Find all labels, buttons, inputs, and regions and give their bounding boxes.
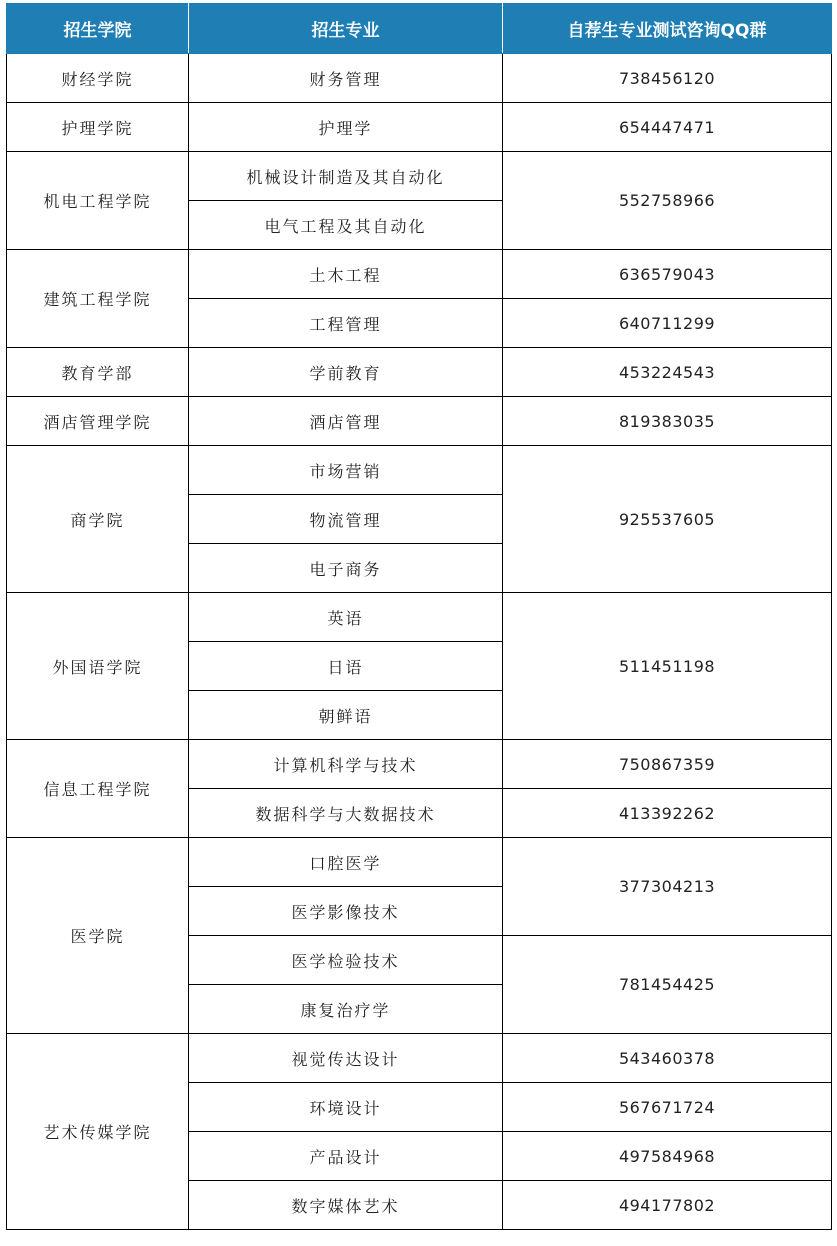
table-row	[7, 593, 832, 642]
qq-cell: 738456120	[503, 54, 832, 103]
college-cell: 护理学院	[7, 103, 189, 152]
college-cell: 艺术传媒学院	[7, 1034, 189, 1230]
major-cell: 酒店管理	[189, 397, 503, 446]
qq-cell: 511451198	[503, 593, 832, 740]
major-cell: 朝鲜语	[189, 691, 503, 740]
table-row	[7, 1034, 832, 1083]
major-cell: 护理学	[189, 103, 503, 152]
qq-cell: 413392262	[503, 789, 832, 838]
college-cell: 建筑工程学院	[7, 250, 189, 348]
college-cell: 外国语学院	[7, 593, 189, 740]
major-cell: 市场营销	[189, 446, 503, 495]
qq-cell: 377304213	[503, 838, 832, 936]
qq-cell: 552758966	[503, 152, 832, 250]
major-cell: 医学检验技术	[189, 936, 503, 985]
major-cell: 数据科学与大数据技术	[189, 789, 503, 838]
major-cell: 环境设计	[189, 1083, 503, 1132]
major-cell: 康复治疗学	[189, 985, 503, 1034]
qq-cell: 567671724	[503, 1083, 832, 1132]
college-cell: 财经学院	[7, 54, 189, 103]
header-major: 招生专业	[189, 4, 503, 54]
table-row	[7, 446, 832, 495]
major-cell: 物流管理	[189, 495, 503, 544]
table-row	[7, 54, 832, 103]
table-row	[7, 397, 832, 446]
major-cell: 日语	[189, 642, 503, 691]
major-cell: 学前教育	[189, 348, 503, 397]
qq-cell: 654447471	[503, 103, 832, 152]
qq-cell: 543460378	[503, 1034, 832, 1083]
table-row	[7, 348, 832, 397]
college-cell: 商学院	[7, 446, 189, 593]
qq-cell: 494177802	[503, 1181, 832, 1230]
major-cell: 数字媒体艺术	[189, 1181, 503, 1230]
qq-cell: 497584968	[503, 1132, 832, 1181]
table-row	[7, 103, 832, 152]
major-cell: 机械设计制造及其自动化	[189, 152, 503, 201]
qq-cell: 750867359	[503, 740, 832, 789]
college-cell: 医学院	[7, 838, 189, 1034]
major-cell: 医学影像技术	[189, 887, 503, 936]
college-cell: 机电工程学院	[7, 152, 189, 250]
college-cell: 信息工程学院	[7, 740, 189, 838]
major-cell: 工程管理	[189, 299, 503, 348]
major-cell: 财务管理	[189, 54, 503, 103]
qq-cell: 925537605	[503, 446, 832, 593]
header-college: 招生学院	[7, 4, 189, 54]
qq-cell: 453224543	[503, 348, 832, 397]
college-cell: 教育学部	[7, 348, 189, 397]
major-cell: 视觉传达设计	[189, 1034, 503, 1083]
major-cell: 口腔医学	[189, 838, 503, 887]
major-cell: 产品设计	[189, 1132, 503, 1181]
table-row	[7, 250, 832, 299]
major-cell: 电气工程及其自动化	[189, 201, 503, 250]
admissions-table	[6, 3, 832, 1230]
table-row	[7, 838, 832, 887]
qq-cell: 781454425	[503, 936, 832, 1034]
table-row	[7, 740, 832, 789]
qq-cell: 819383035	[503, 397, 832, 446]
major-cell: 电子商务	[189, 544, 503, 593]
header-qq-group: 自荐生专业测试咨询QQ群	[503, 4, 832, 54]
college-cell: 酒店管理学院	[7, 397, 189, 446]
qq-cell: 636579043	[503, 250, 832, 299]
header-row	[7, 4, 832, 54]
major-cell: 英语	[189, 593, 503, 642]
table-row	[7, 152, 832, 201]
qq-cell: 640711299	[503, 299, 832, 348]
major-cell: 土木工程	[189, 250, 503, 299]
major-cell: 计算机科学与技术	[189, 740, 503, 789]
